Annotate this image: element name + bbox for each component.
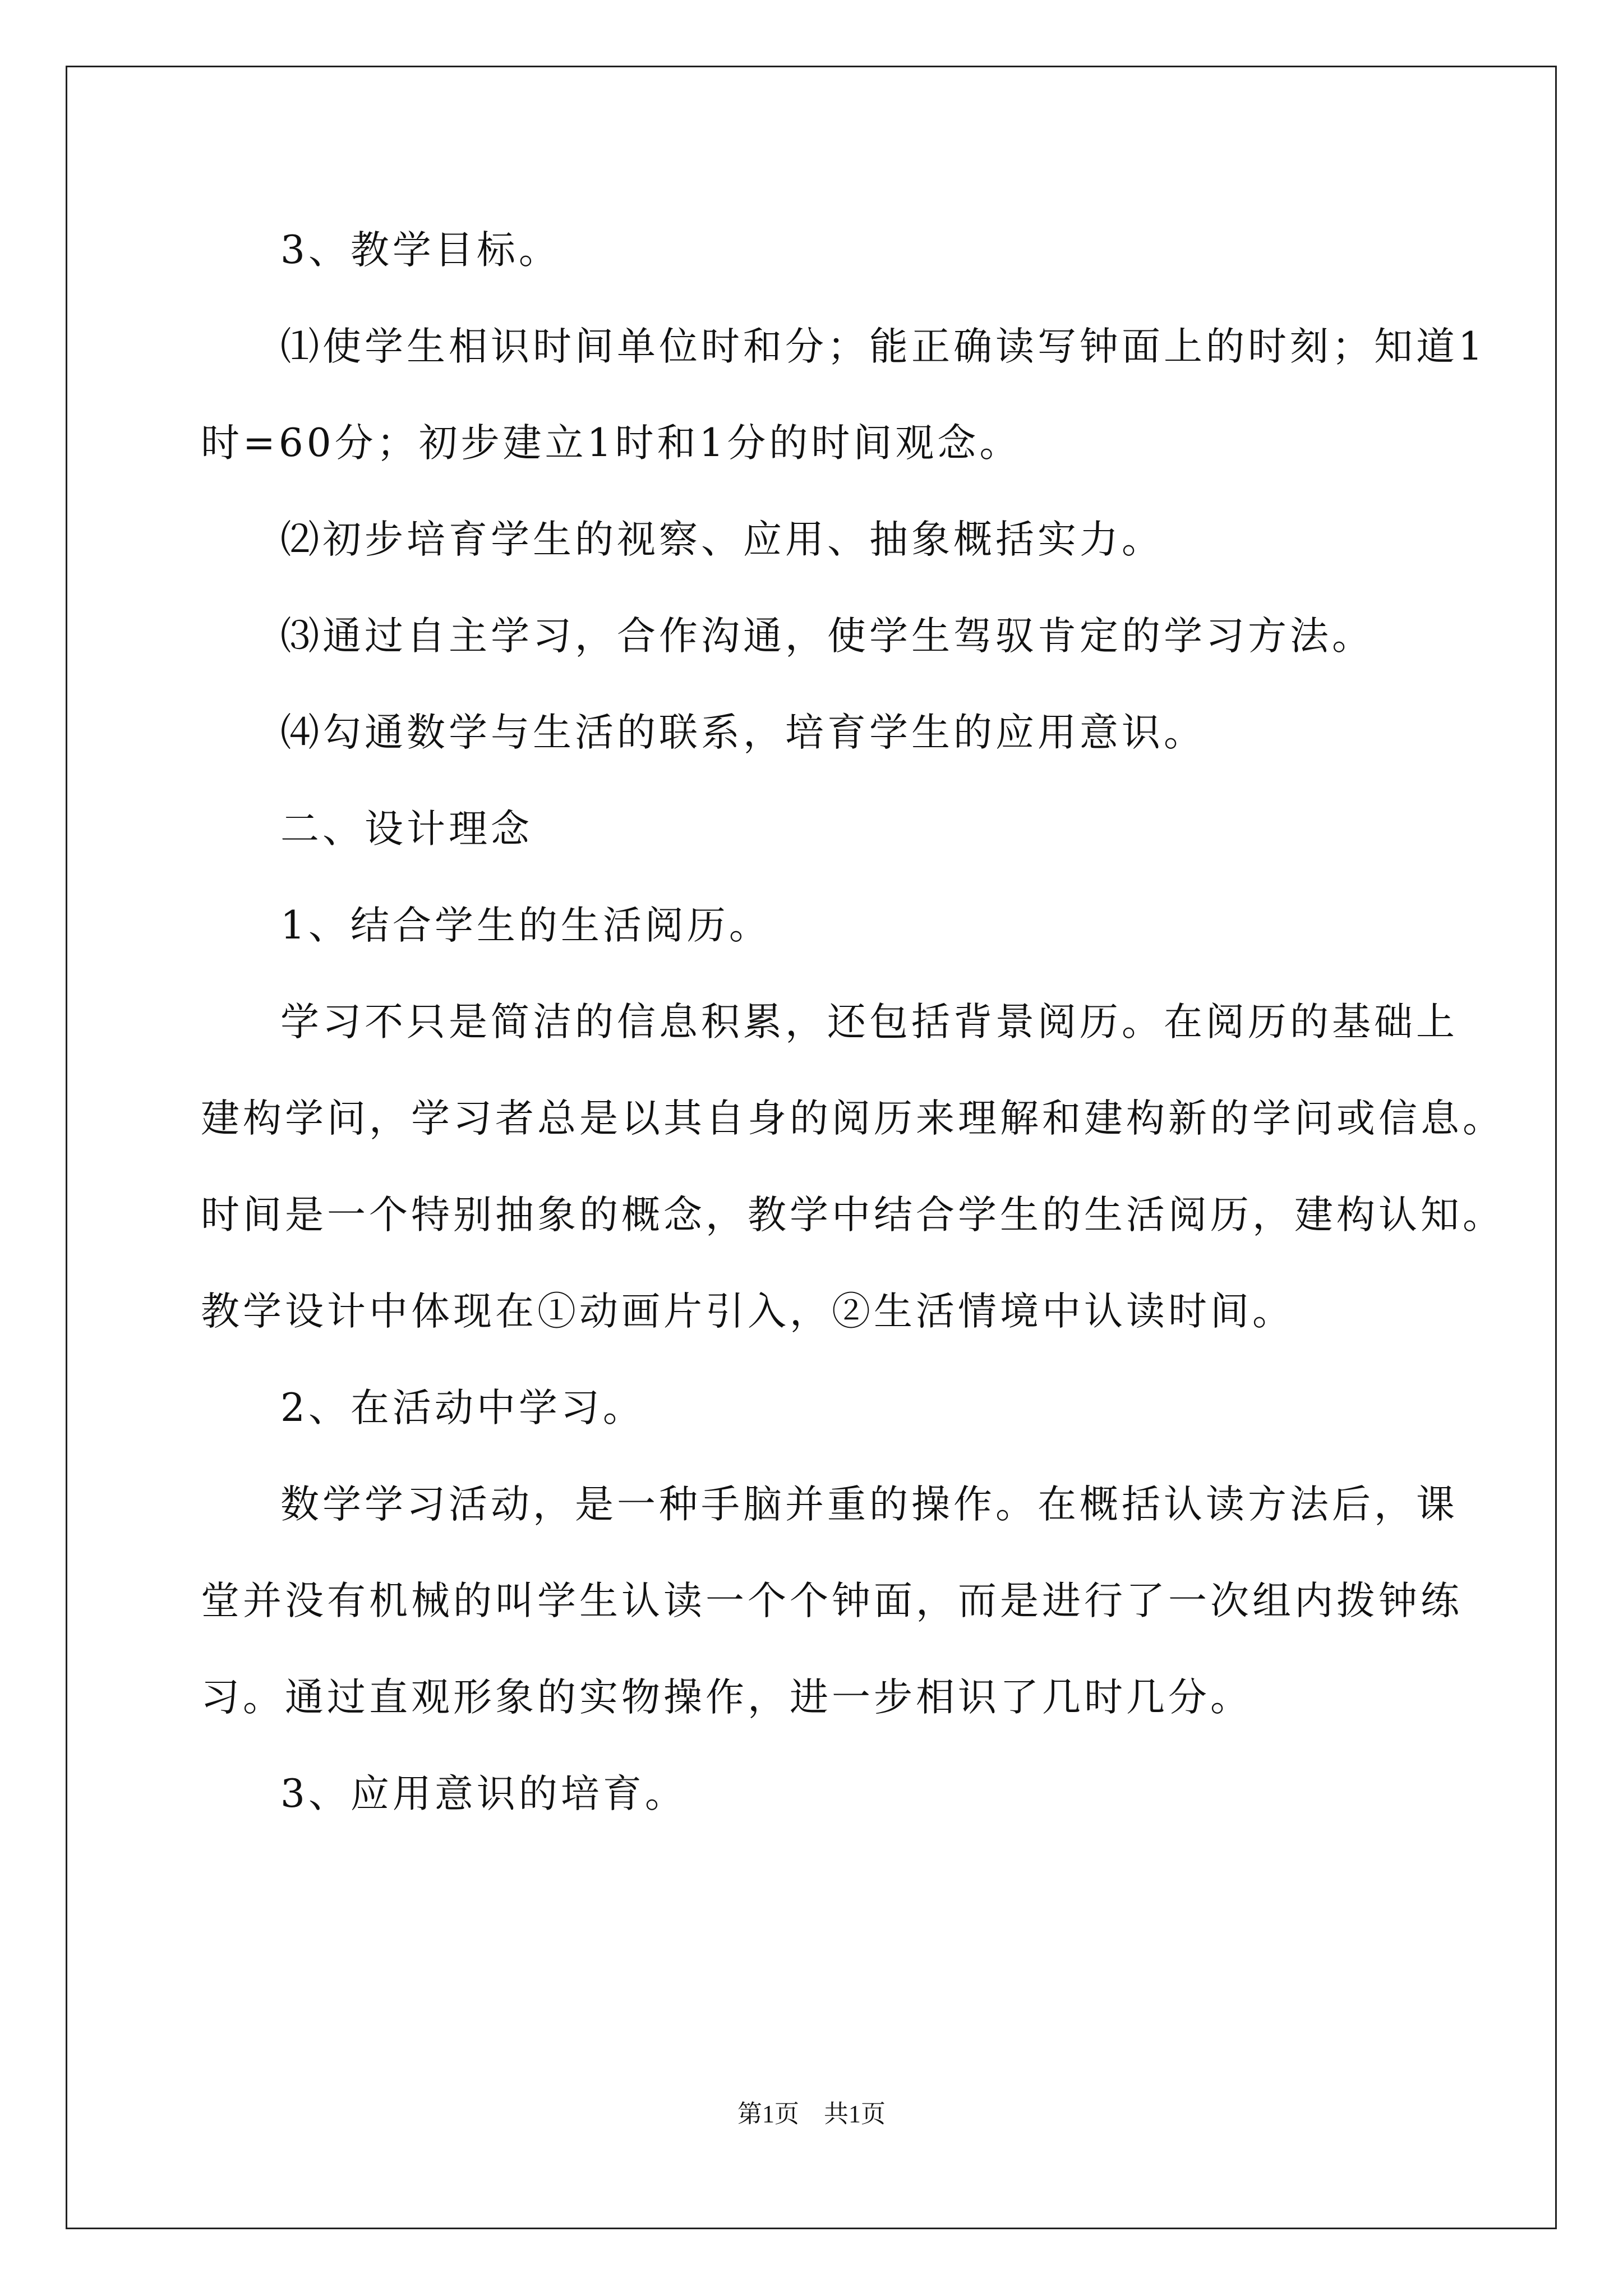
paragraph-line: 时间是一个特别抽象的概念，教学中结合学生的生活阅历，建构认知。 <box>201 1193 1505 1237</box>
paragraph-line: 堂并没有机械的叫学生认读一个个钟面，而是进行了一次组内拨钟练 <box>201 1579 1463 1623</box>
paragraph-line: ⑵初步培育学生的视察、应用、抽象概括实力。 <box>280 517 1164 562</box>
paragraph-line: 时=60分；初步建立1时和1分的时间观念。 <box>201 421 1022 466</box>
paragraph-line: 教学设计中体现在①动画片引入，②生活情境中认读时间。 <box>201 1289 1294 1334</box>
paragraph-line: 数学学习活动，是一种手脑并重的操作。在概括认读方法后，课 <box>280 1482 1458 1527</box>
subheading: 1、结合学生的生活阅历。 <box>280 903 771 948</box>
paragraph-line: ⑶通过自主学习，合作沟通，使学生驾驭肯定的学习方法。 <box>280 614 1374 659</box>
section-heading-design-concept: 二、设计理念 <box>280 807 533 852</box>
page-footer: 第1页 共1页 <box>737 2100 886 2128</box>
paragraph-line: 建构学问，学习者总是以其自身的阅历来理解和建构新的学问或信息。 <box>201 1096 1505 1141</box>
paragraph-line: 学习不只是简洁的信息积累，还包括背景阅历。在阅历的基础上 <box>280 1000 1458 1045</box>
paragraph-line: ⑷勾通数学与生活的联系，培育学生的应用意识。 <box>280 710 1206 755</box>
subheading: 2、在活动中学习。 <box>280 1386 645 1430</box>
heading-teaching-goals: 3、教学目标。 <box>280 228 561 273</box>
subheading: 3、应用意识的培育。 <box>280 1772 687 1816</box>
page-border <box>66 66 1557 2229</box>
paragraph-line: 习。通过直观形象的实物操作，进一步相识了几时几分。 <box>201 1675 1252 1720</box>
paragraph-line: ⑴使学生相识时间单位时和分；能正确读写钟面上的时刻；知道1 <box>280 324 1486 369</box>
